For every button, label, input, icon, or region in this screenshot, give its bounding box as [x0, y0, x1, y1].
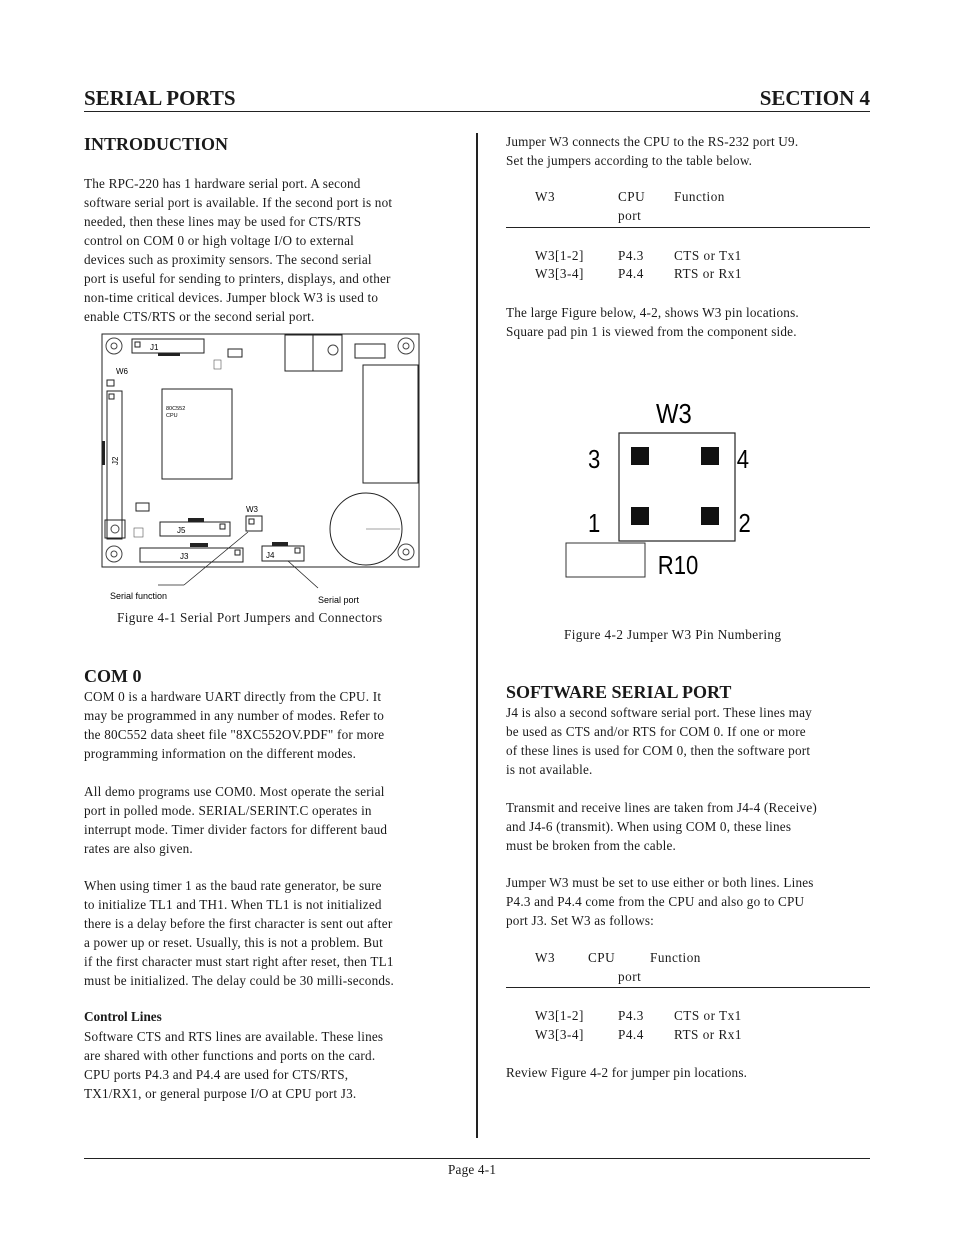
- serial-function-label: Serial function: [110, 591, 168, 601]
- text-line: Jumper W3 must be set to use either or both lines. Lines: [506, 875, 814, 890]
- table-cell: RTS or Rx1: [674, 266, 742, 281]
- mounting-hole-icon: [106, 338, 414, 562]
- review-note: Review Figure 4-2 for jumper pin locations.: [506, 1065, 748, 1080]
- header-rule: [84, 111, 870, 112]
- w3-title: W3: [656, 397, 692, 430]
- text-line: port J3. Set W3 as follows:: [506, 913, 655, 928]
- text-line: J4 is also a second software serial port. These lines may: [506, 705, 812, 720]
- j1-label: J1: [150, 343, 159, 352]
- j5-label: J5: [177, 526, 186, 535]
- text-line: a power up or reset. Usually, this is not a problem. But: [84, 935, 383, 950]
- table-header-w3: W3: [535, 950, 556, 965]
- w6-label: W6: [116, 367, 128, 376]
- pin-4-label: 4: [736, 445, 750, 475]
- text-line: if the first character must start right after reset, then TL1: [84, 954, 394, 969]
- table-header-w3: W3: [535, 189, 556, 204]
- serial-port-label: Serial port: [318, 595, 360, 605]
- column-divider: [476, 133, 478, 1138]
- j4-label: J4: [266, 551, 275, 560]
- cpu-chip: [162, 389, 232, 479]
- table-header-port: port: [618, 208, 642, 223]
- board-diagram: [100, 332, 422, 608]
- text-line: control on COM 0 or high voltage I/O to external: [84, 233, 355, 248]
- text-line: Transmit and receive lines are taken from J4-4 (Receive): [506, 800, 817, 815]
- text-line: enable CTS/RTS or the second serial port.: [84, 309, 315, 324]
- text-line: port is useful for sending to printers, displays, and other: [84, 271, 391, 286]
- figure-4-2-caption: Figure 4-2 Jumper W3 Pin Numbering: [564, 627, 782, 642]
- text-line: Square pad pin 1 is viewed from the component side.: [506, 324, 797, 339]
- cpu-label-1: 80C552: [166, 406, 186, 412]
- intro-paragraph: [84, 174, 464, 326]
- com0-paragraph-2: [84, 782, 464, 858]
- pin-4-pad: [701, 447, 719, 465]
- table-header-port: port: [618, 969, 642, 984]
- j3-connector: [140, 548, 243, 562]
- text-line: the 80C552 data sheet file "8XC552OV.PDF" for more: [84, 727, 385, 742]
- text-line: Set the jumpers according to the table below.: [506, 153, 753, 168]
- software-serial-paragraph-2: [506, 798, 876, 855]
- intro-heading: INTRODUCTION: [84, 134, 229, 154]
- text-line: CPU ports P4.3 and P4.4 are used for CTS/RTS,: [84, 1067, 349, 1082]
- r10-label: R10: [657, 551, 699, 581]
- text-line: to initialize TL1 and TH1. When TL1 is not initialized: [84, 897, 382, 912]
- pin-2-label: 2: [738, 509, 751, 539]
- table-cell: W3[1-2]: [535, 248, 584, 263]
- com0-heading: COM 0: [84, 666, 142, 686]
- table-cell: P4.3: [618, 1008, 644, 1023]
- figure-4-1-caption: Figure 4-1 Serial Port Jumpers and Connectors: [117, 610, 383, 625]
- software-serial-paragraph-1: [506, 703, 876, 779]
- text-line: there is a delay before the first character is sent out after: [84, 916, 393, 931]
- text-line: software serial port is available. If the second port is not: [84, 195, 393, 210]
- table-rule: [506, 227, 870, 228]
- text-line: The large Figure below, 4-2, shows W3 pin locations.: [506, 305, 799, 320]
- com0-paragraph-1: [84, 687, 464, 763]
- text-line: must be initialized. The delay could be 30 milli-seconds.: [84, 973, 395, 988]
- text-line: TX1/RX1, or general purpose I/O at CPU port J3.: [84, 1086, 357, 1101]
- pin-1-label: 1: [588, 509, 601, 539]
- pin-3-pad: [631, 447, 649, 465]
- control-lines-paragraph: [84, 1027, 464, 1103]
- table-cell: P4.4: [618, 266, 644, 281]
- text-line: needed, then these lines may be used for CTS/RTS: [84, 214, 362, 229]
- text-line: are shared with other functions and ports on the card.: [84, 1048, 376, 1063]
- fig2-intro-paragraph: [506, 303, 876, 341]
- r10-resistor: [566, 543, 645, 577]
- text-line: is not available.: [506, 762, 593, 777]
- pin-1-pad: [631, 507, 649, 525]
- text-line: programming information on the different modes.: [84, 746, 357, 761]
- pin-2-pad: [701, 507, 719, 525]
- text-line: All demo programs use COM0. Most operate the serial: [84, 784, 385, 799]
- w3-intro-paragraph: [506, 132, 876, 170]
- text-line: The RPC-220 has 1 hardware serial port. A second: [84, 176, 361, 191]
- table-cell: W3[3-4]: [535, 266, 584, 281]
- text-line: P4.3 and P4.4 come from the CPU and also go to CPU: [506, 894, 805, 909]
- table-header-cpu: CPU: [588, 950, 616, 965]
- cpu-label-2: CPU: [166, 413, 178, 419]
- text-line: COM 0 is a hardware UART directly from the CPU. It: [84, 689, 382, 704]
- table-header-function: Function: [650, 950, 701, 965]
- com0-paragraph-3: [84, 876, 464, 990]
- table-cell: RTS or Rx1: [674, 1027, 742, 1042]
- table-cell: P4.3: [618, 248, 644, 263]
- text-line: may be programmed in any number of modes. Refer to: [84, 708, 385, 723]
- software-serial-paragraph-3: [506, 873, 876, 930]
- text-line: Jumper W3 connects the CPU to the RS-232 port U9.: [506, 134, 799, 149]
- table-header-function: Function: [674, 189, 725, 204]
- control-lines-heading: Control Lines: [84, 1009, 162, 1024]
- text-line: rates are also given.: [84, 841, 193, 856]
- j1-connector: [132, 339, 204, 353]
- table-cell: W3[1-2]: [535, 1008, 584, 1023]
- text-line: Software CTS and RTS lines are available. These lines: [84, 1029, 384, 1044]
- table-header-cpu: CPU: [618, 189, 646, 204]
- text-line: of these lines is used for COM 0, then the software port: [506, 743, 811, 758]
- j3-label: J3: [180, 552, 189, 561]
- page-number: Page 4-1: [448, 1162, 497, 1177]
- table-cell: W3[3-4]: [535, 1027, 584, 1042]
- table-cell: P4.4: [618, 1027, 644, 1042]
- table-cell: CTS or Tx1: [674, 248, 742, 263]
- text-line: When using timer 1 as the baud rate generator, be sure: [84, 878, 382, 893]
- text-line: devices such as proximity sensors. The second serial: [84, 252, 372, 267]
- table-cell: CTS or Tx1: [674, 1008, 742, 1023]
- text-line: interrupt mode. Timer divider factors for different baud: [84, 822, 388, 837]
- text-line: be used as CTS and/or RTS for COM 0. If one or more: [506, 724, 806, 739]
- text-line: must be broken from the cable.: [506, 838, 677, 853]
- text-line: non-time critical devices. Jumper block W3 is used to: [84, 290, 379, 305]
- section-number: SECTION 4: [759, 86, 870, 110]
- text-line: and J4-6 (transmit). When using COM 0, these lines: [506, 819, 792, 834]
- table-rule: [506, 987, 870, 988]
- j2-label: J2: [111, 456, 120, 465]
- right-block: [363, 365, 418, 483]
- w3-label: W3: [246, 505, 258, 514]
- text-line: port in polled mode. SERIAL/SERINT.C operates in: [84, 803, 372, 818]
- w3-pinout-diagram: [560, 392, 770, 588]
- software-serial-heading: SOFTWARE SERIAL PORT: [506, 682, 732, 702]
- section-title: SERIAL PORTS: [84, 86, 236, 110]
- footer-rule: [84, 1158, 870, 1159]
- pin-3-label: 3: [588, 445, 601, 475]
- board-outline: [102, 334, 419, 567]
